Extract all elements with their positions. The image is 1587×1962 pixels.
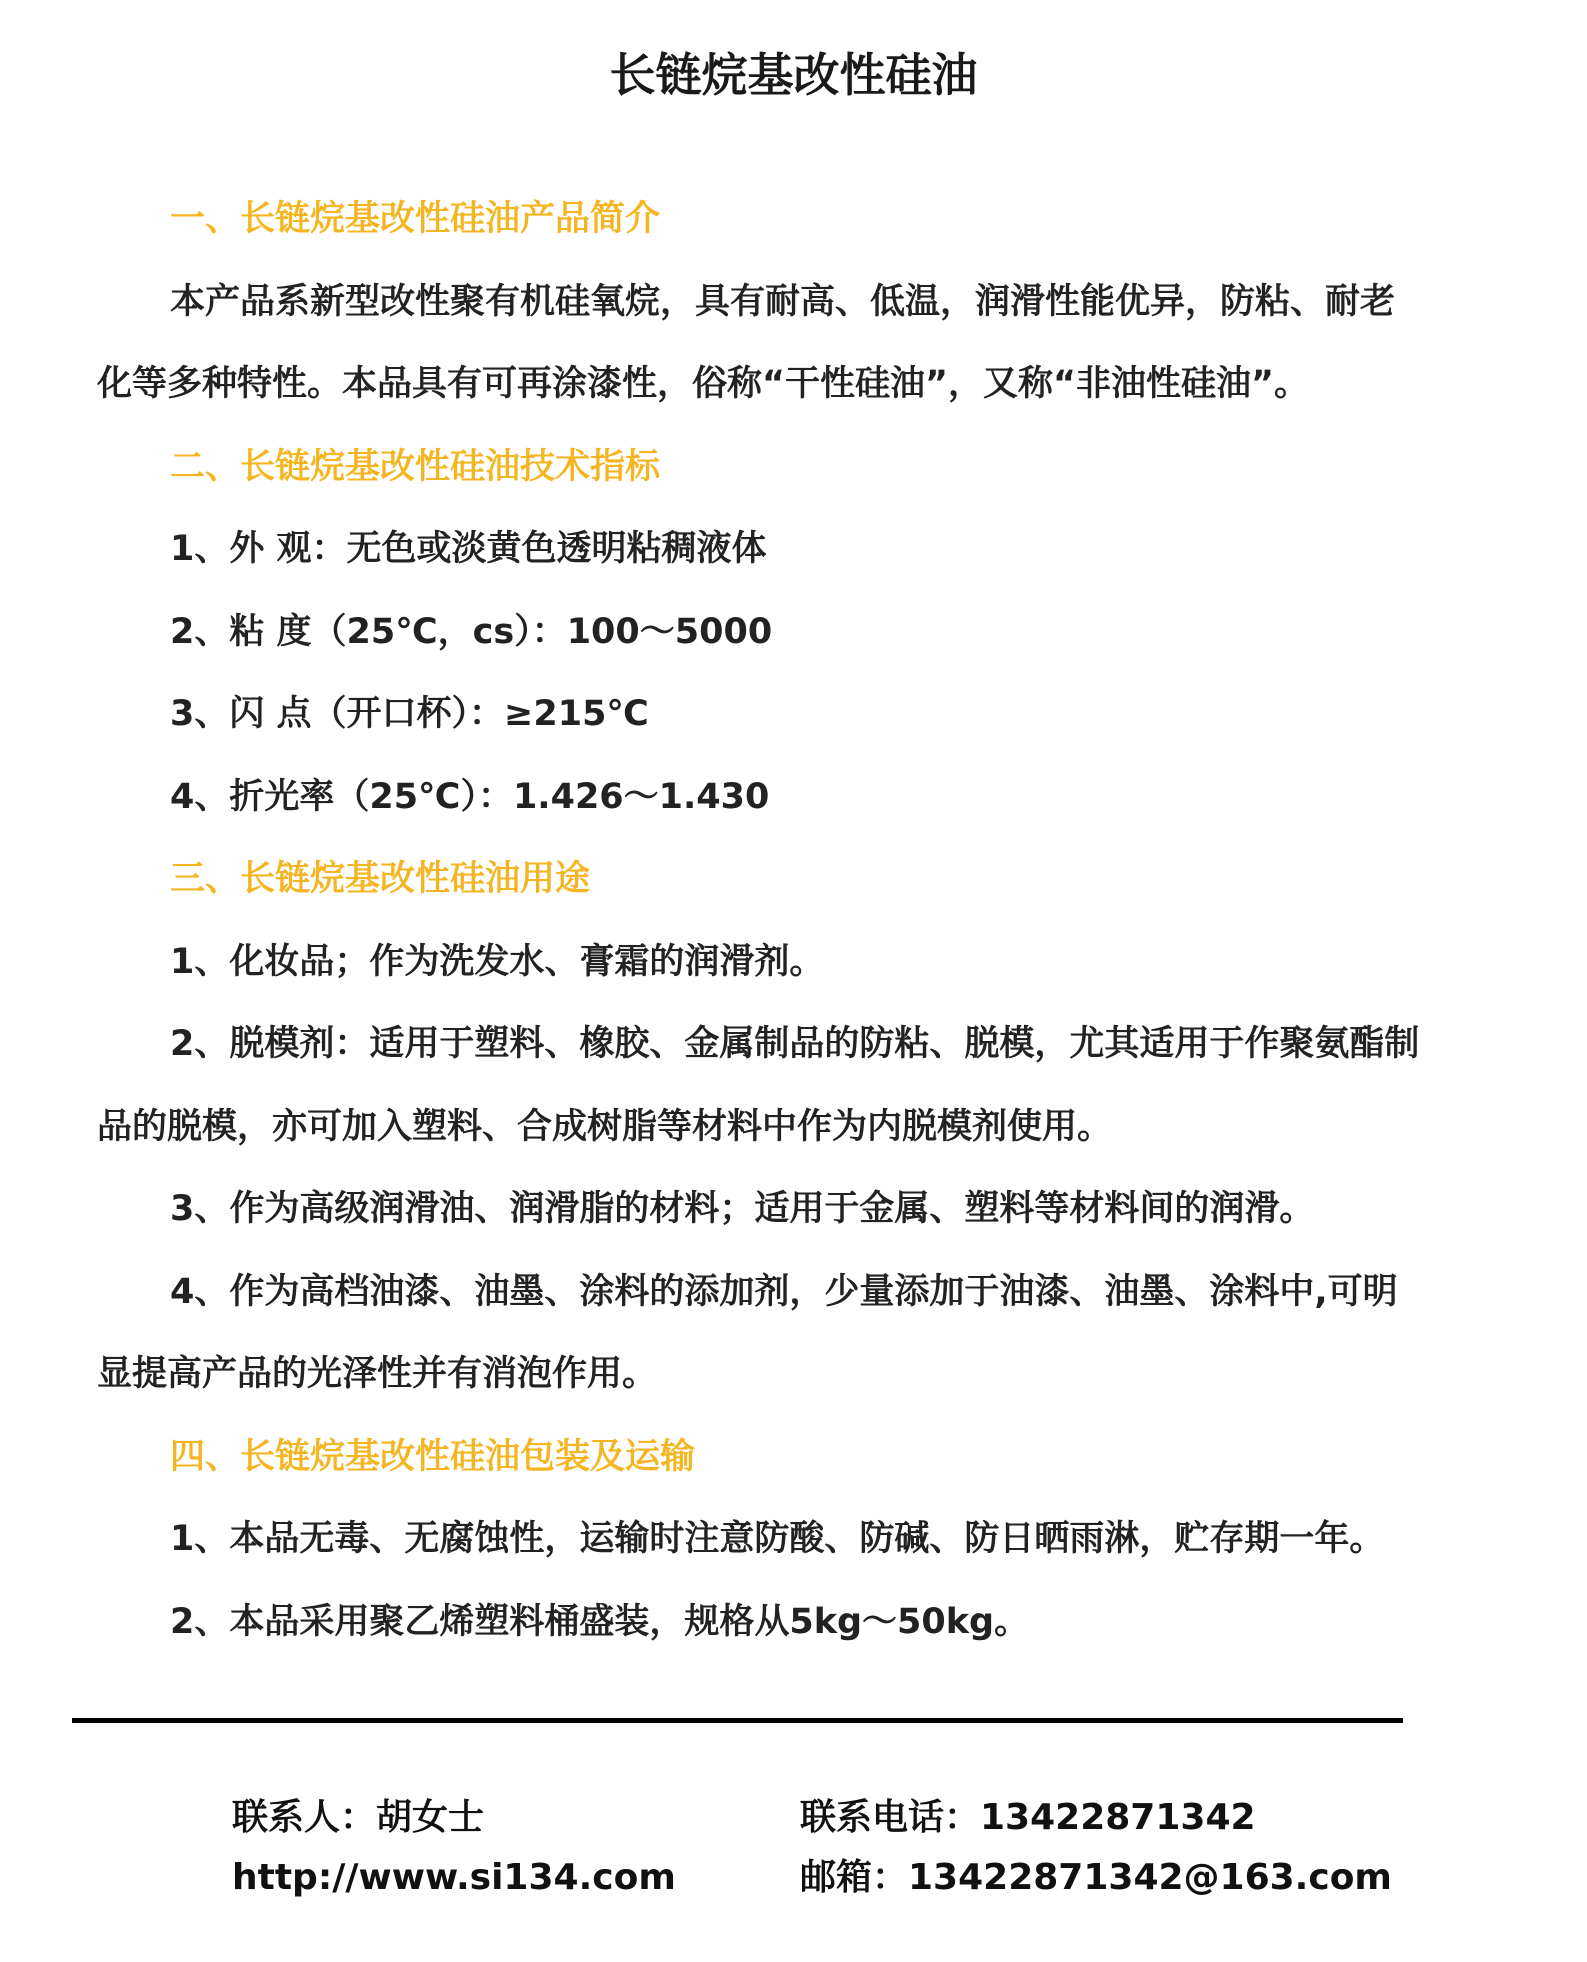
use-item: 3、作为高级润滑油、润滑脂的材料；适用于金属、塑料等材料间的润滑。 [170, 1189, 1315, 1229]
divider-line [72, 1718, 1403, 1723]
website-link[interactable]: http://www.si134.com [232, 1857, 676, 1898]
packaging-item: 1、本品无毒、无腐蚀性，运输时注意防酸、防碱、防日晒雨淋，贮存期一年。 [170, 1519, 1385, 1559]
section-heading-specs: 二、长链烷基改性硅油技术指标 [170, 446, 661, 487]
use-item-continuation: 品的脱模，亦可加入塑料、合成树脂等材料中作为内脱模剂使用。 [97, 1106, 1113, 1147]
section-heading-packaging: 四、长链烷基改性硅油包装及运输 [170, 1436, 696, 1477]
paragraph-line: 化等多种特性。本品具有可再涂漆性，俗称“干性硅油”，又称“非油性硅油”。 [97, 364, 1310, 404]
document-body [97, 178, 1497, 1663]
spec-item-viscosity: 2、粘 度（25℃，cs）：100～5000 [170, 611, 773, 652]
contact-person: 联系人：胡女士 [232, 1797, 485, 1838]
section-heading-intro: 一、长链烷基改性硅油产品简介 [170, 199, 661, 239]
paragraph-line: 本产品系新型改性聚有机硅氧烷，具有耐高、低温，润滑性能优异，防粘、耐老 [170, 281, 1396, 322]
spec-item-flash-point: 3、闪 点（开口杯）：≥215℃ [170, 694, 649, 734]
use-item: 1、化妆品；作为洗发水、膏霜的润滑剂。 [170, 941, 825, 982]
use-item: 4、作为高档油漆、油墨、涂料的添加剂，少量添加于油漆、油墨、涂料中,可明 [170, 1271, 1398, 1312]
contact-email[interactable]: 邮箱：13422871342@163.com [800, 1857, 1392, 1898]
packaging-item: 2、本品采用聚乙烯塑料桶盛装，规格从5kg～50kg。 [170, 1601, 1030, 1642]
page-title: 长链烷基改性硅油 [609, 48, 978, 102]
contact-phone: 联系电话：13422871342 [800, 1797, 1256, 1838]
use-item: 2、脱模剂：适用于塑料、橡胶、金属制品的防粘、脱模，尤其适用于作聚氨酯制 [170, 1024, 1420, 1064]
spec-item-refractive-index: 4、折光率（25℃）：1.426～1.430 [170, 776, 770, 817]
section-heading-uses: 三、长链烷基改性硅油用途 [170, 859, 591, 899]
spec-item-appearance: 1、外 观：无色或淡黄色透明粘稠液体 [170, 529, 767, 569]
use-item-continuation: 显提高产品的光泽性并有消泡作用。 [97, 1354, 658, 1394]
